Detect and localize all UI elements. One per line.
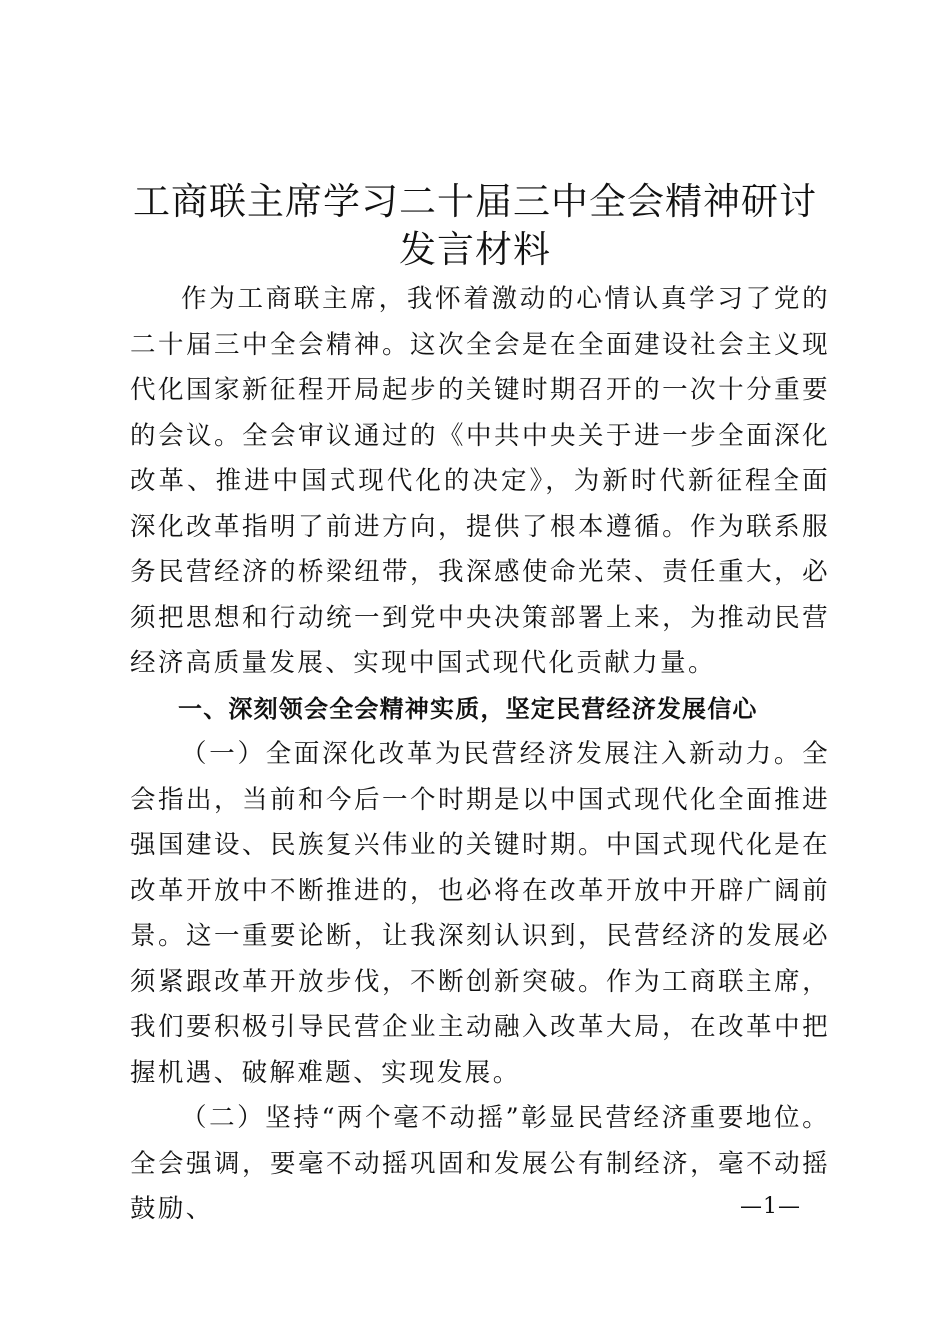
document-title: 工商联主席学习二十届三中全会精神研讨发言材料 [133, 180, 817, 271]
paragraph-text: 全会强调，要毫不动摇巩固和发展公有制经济，毫不动摇鼓励、 [130, 1148, 830, 1224]
intro-paragraph [130, 277, 830, 687]
paragraph-text: 全会指出，当前和今后一个时期是以中国式现代化全面推进强国建设、民族复兴伟业的关键时期。中国式现代化是在改革开放中不断推进的，也必将在改革开放中开辟广阔前景。这一重要论断，让我深刻认识到，民营经济的发展必须紧跟改革开放步伐，不断创新突破。作为工商联主席，我们要积极引导民营企业主动融入改革大局，在改革中把握机遇、破解难题、实现发展。 [130, 739, 830, 1088]
page-number: —1— [740, 1194, 801, 1219]
document-body [130, 277, 830, 1233]
subsection-heading-1: （一）全面深化改革为民营经济发展注入新动力。 [181, 739, 803, 769]
subsection-paragraph-2 [130, 1096, 830, 1233]
subsection-paragraph-1 [130, 732, 830, 1096]
section-heading-1: 一、深刻领会全会精神实质，坚定民营经济发展信心 [178, 694, 758, 723]
subsection-heading-2: （二）坚持“两个毫不动摇”彰显民营经济重要地位。 [181, 1103, 830, 1133]
paragraph-text: 作为工商联主席，我怀着激动的心情认真学习了党的二十届三中全会精神。这次全会是在全面建设社会主义现代化国家新征程开局起步的关键时期召开的一次十分重要的会议。全会审议通过的《中共中央关于进一步全面深化改革、推进中国式现代化的决定》，为新时代新征程全面深化改革指明了前进方向，提供了根本遵循。作为联系服务民营经济的桥梁纽带，我深感使命光荣、责任重大，必须把思想和行动统一到党中央决策部署上来，为推动民营经济高质量发展、实现中国式现代化贡献力量。 [130, 284, 830, 678]
